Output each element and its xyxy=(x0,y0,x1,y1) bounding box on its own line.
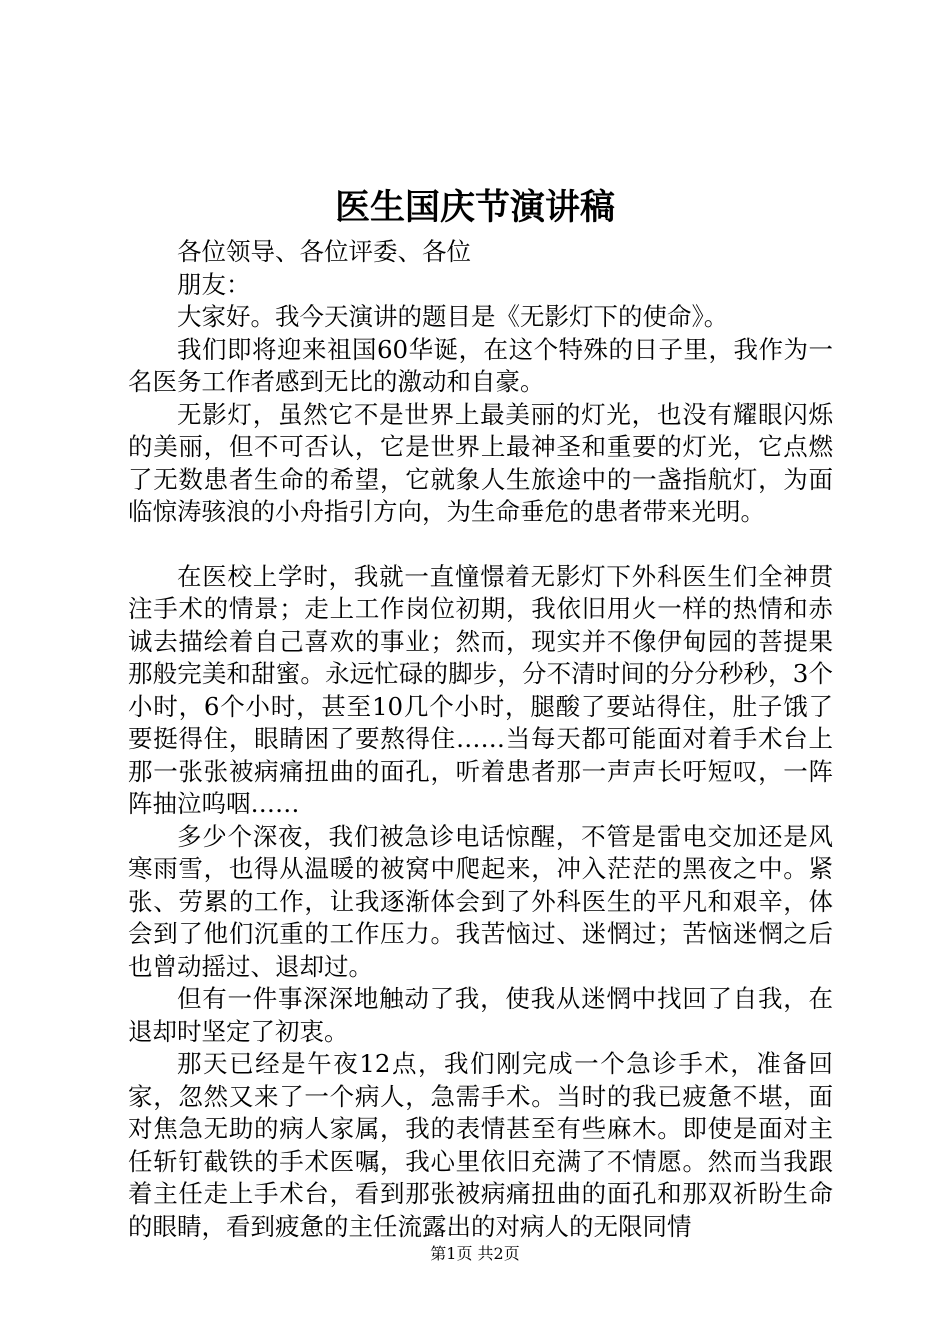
paragraph-salutation-1: 各位领导、各位评委、各位 xyxy=(177,237,471,266)
paragraph-greeting: 大家好。我今天演讲的题目是《无影灯下的使命》。 xyxy=(177,302,729,331)
document-body xyxy=(128,236,833,1243)
paragraph-shadowless-lamp: 无影灯，虽然它不是世界上最美丽的灯光，也没有耀眼闪烁的美丽，但不可否认，它是世界上最神圣和重要的灯光，它点燃了无数患者生命的希望，它就象人生旅途中的一盏指航灯，为面临惊涛骇浪的小舟指引方向，为生命垂危的患者带来光明。 xyxy=(128,399,833,526)
paragraph-midnight-surgery: 那天已经是午夜12点，我们刚完成一个急诊手术，准备回家，忽然又来了一个病人，急需手术。当时的我已疲惫不堪，面对焦急无助的病人家属，我的表情甚至有些麻木。即使是面对主任斩钉截铁的手术医嘱，我心里依旧充满了不情愿。然而当我跟着主任走上手术台，看到那张被病痛扭曲的面孔和那双祈盼生命的眼睛，看到疲惫的主任流露出的对病人的无限同情 xyxy=(128,1049,833,1241)
paragraph-medical-school: 在医校上学时，我就一直憧憬着无影灯下外科医生们全神贯注手术的情景；走上工作岗位初期，我依旧用火一样的热情和赤诚去描绘着自己喜欢的事业；然而，现实并不像伊甸园的菩提果那般完美和甜蜜。永远忙碌的脚步，分不清时间的分分秒秒，3个小时，6个小时，甚至10几个小时，腿酸了要站得住，肚子饿了要挺得住，眼睛困了要熬得住……当每天都可能面对着手术台上那一张张被病痛扭曲的面孔，听着患者那一声声长吁短叹，一阵阵抽泣呜咽…… xyxy=(128,561,833,818)
page-footer: 第1页 共2页 xyxy=(430,1244,520,1263)
paragraph-salutation-2: 朋友： xyxy=(177,269,251,299)
paragraph-turning-point: 但有一件事深深地触动了我，使我从迷惘中找回了自我，在退却时坚定了初衷。 xyxy=(128,984,833,1046)
paragraph-anniversary: 我们即将迎来祖国60华诞，在这个特殊的日子里，我作为一名医务工作者感到无比的激动和自豪。 xyxy=(128,334,833,396)
paragraph-late-nights: 多少个深夜，我们被急诊电话惊醒，不管是雷电交加还是风寒雨雪，也得从温暖的被窝中爬起来，冲入茫茫的黑夜之中。紧张、劳累的工作，让我逐渐体会到了外科医生的平凡和艰辛，体会到了他们沉重的工作压力。我苦恼过、迷惘过；苦恼迷惘之后也曾动摇过、退却过。 xyxy=(128,821,833,981)
document-title: 医生国庆节演讲稿 xyxy=(334,187,615,228)
